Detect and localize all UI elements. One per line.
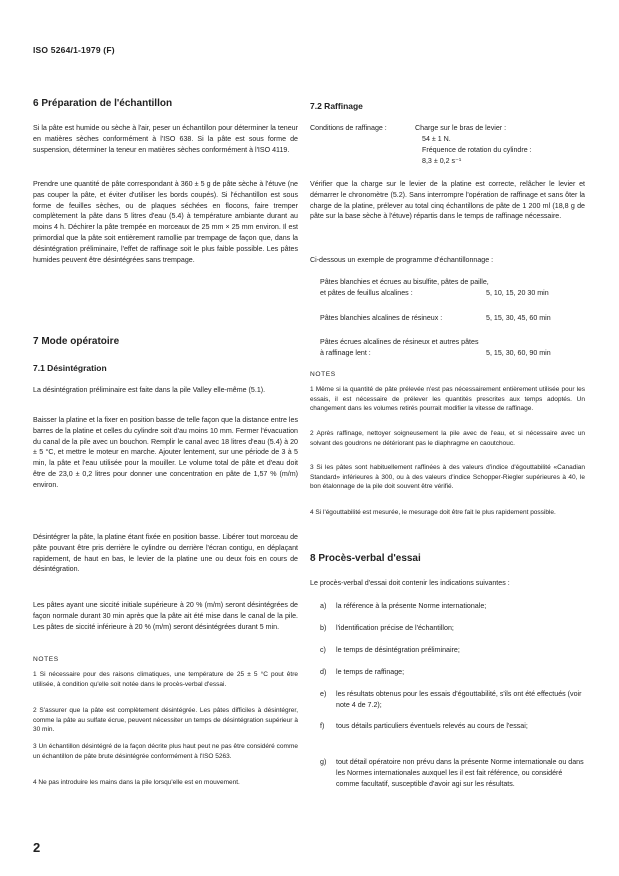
report-item-a xyxy=(310,601,585,612)
item-text: le temps de raffinage; xyxy=(336,668,405,676)
item-text: le temps de désintégration préliminaire; xyxy=(336,646,460,654)
section-7-1-paragraph-2: Baisser la platine et la fixer en position basse de telle façon que la distance entre les barres de la platine et celles du cylindre soit d'au moins 10 mm. Fermer l'évacuation du canal de la pile avec un bouchon. Remplir le canal avec 18 litres d'eau (5.4) à 20 ± 5 °C, et mettre le moteur en marche. Ajouter lentement, sur une période de 3 à 5 min, la pâte et l'eau utilisée pour la mouiller. Le volume total de pâte et d'eau doit être de 23,0 ± 0,2 litres pour donner une concentration en pâte de 1,57 % (m/m) environ. xyxy=(33,416,298,489)
program-row-3-times: 5, 15, 30, 60, 90 min xyxy=(486,349,551,357)
section-7-1-paragraph-3: Désintégrer la pâte, la platine étant fixée en position basse. Libérer tout morceau de pâte pouvant être pris derrière le cylindre ou derrière l'écran contigu, en déplaçant rapidement, de haut en bas, le levier de la platine une ou deux fois en cours de désintégration. xyxy=(33,533,298,574)
condition-rotation-value: 8,3 ± 0,2 s⁻¹ xyxy=(422,157,462,165)
report-item-c xyxy=(310,645,585,656)
notes-label: NOTES xyxy=(33,656,59,663)
item-text: tout détail opératoire non prévu dans la présente Norme internationale ou dans les Normes internationales auxquel les il est fait référence, ou considéré comme facultatif, susceptible d'avoir agi sur les résultats. xyxy=(336,758,584,788)
report-item-d xyxy=(310,667,585,678)
report-item-e xyxy=(310,689,585,711)
program-row-3-line-1: Pâtes écrues alcalines de résineux et autres pâtes xyxy=(320,338,479,346)
section-8-intro: Le procès-verbal d'essai doit contenir les indications suivantes : xyxy=(310,579,510,587)
item-text: la référence à la présente Norme internationale; xyxy=(336,602,487,610)
item-marker: e) xyxy=(320,690,327,698)
program-row-1-line-2: et pâtes de feuillus alcalines : xyxy=(320,289,413,297)
section-8-title: 8 Procès-verbal d'essai xyxy=(310,553,421,564)
page-header: ISO 5264/1-1979 (F) xyxy=(33,45,115,55)
program-row-3-line-2: à raffinage lent : xyxy=(320,349,371,357)
report-item-f xyxy=(310,721,585,743)
condition-load-value: 54 ± 1 N. xyxy=(422,135,451,143)
section-7-2-paragraph-1: Vérifier que la charge sur le levier de la platine est correcte, relâcher le levier et démarrer le chronomètre (5.2). Sans interrompre l'opération de raffinage et sans ôter la charge de la platine, prélever au total cinq échantillons de pâte de 1 200 ml (18,8 g de pâte sur la base sèche à l'étuve) répartis dans le temps de raffinage nécessaire. xyxy=(310,180,585,221)
sampling-program-row-1 xyxy=(310,277,585,299)
item-marker: b) xyxy=(320,624,327,632)
item-marker: a) xyxy=(320,602,327,610)
item-marker: c) xyxy=(320,646,326,654)
condition-rotation-label: Fréquence de rotation du cylindre : xyxy=(422,146,532,154)
program-row-1-line-1: Pâtes blanchies et écrues au bisulfite, pâtes de paille, xyxy=(320,278,489,286)
section-6-paragraph-2: Prendre une quantité de pâte correspondant à 360 ± 5 g de pâte sèche à l'étuve (ne pas couper la pâte, et éviter d'utiliser les bords coupés). Si l'échantillon est sous forme de feuilles sèches, ou de plaques séchées en flocons, faire tremper complètement la pâte dans 5 litres d'eau (5.4) à température ambiante durant au moins 4 h. Déchirer la pâte trempée en morceaux de 25 mm × 25 mm environ. Il est primordial que la pâte soit entièrement ramollie par trempage de façon que, dans la désintégration préliminaire, l'effet de raffinage soit le plus faible possible. Les pâtes humides peuvent être désintégrées sans trempage. xyxy=(33,180,298,264)
refining-conditions xyxy=(310,123,585,167)
report-item-g xyxy=(310,757,585,801)
section-6-paragraph-1: Si la pâte est humide ou sèche à l'air, peser un échantillon pour déterminer la teneur en matières sèches conformément à l'ISO 638. Si la pâte est sous forme de suspension, déterminer la teneur en matières sèches conformément à l'ISO 4119. xyxy=(33,124,298,154)
program-row-2-line-1: Pâtes blanchies alcalines de résineux : xyxy=(320,314,443,322)
section-7-1-title: 7.1 Désintégration xyxy=(33,363,107,373)
item-text: les résultats obtenus pour les essais d'égouttabilité, s'ils ont été effectués (voir note 4 de 7.2); xyxy=(336,690,582,709)
section-7-2-paragraph-2: Ci-dessous un exemple de programme d'échantillonnage : xyxy=(310,256,494,264)
item-marker: d) xyxy=(320,668,327,676)
condition-load-label: Charge sur le bras de levier : xyxy=(415,124,507,132)
sampling-program-row-2 xyxy=(310,313,585,324)
page-number: 2 xyxy=(33,840,41,855)
conditions-label: Conditions de raffinage : xyxy=(310,124,387,132)
note-1: 1 Si nécessaire pour des raisons climatiques, une température de 25 ± 5 °C pout être utilisée, à condition qu'elle soit notée dans le procès-verbal d'essai. xyxy=(33,671,298,688)
note-4: 4 Si l'égouttabilité est mesurée, le mesurage doit être fait le plus rapidement possible. xyxy=(310,509,556,516)
section-7-title: 7 Mode opératoire xyxy=(33,336,120,347)
item-marker: g) xyxy=(320,758,327,766)
note-2: 2 Après raffinage, nettoyer soigneusement la pile avec de l'eau, et si nécessaire avec un solvant des goudrons ne détériorant pas le diaphragme en caoutchouc. xyxy=(310,430,585,447)
note-4: 4 Ne pas introduire les mains dans la pile lorsqu'elle est en mouvement. xyxy=(33,779,240,786)
report-item-b xyxy=(310,623,585,634)
note-3: 3 Un échantillon désintégré de la façon décrite plus haut peut ne pas être considéré comme un échantillon de pâte brute désintégrée conformément à l'ISO 5263. xyxy=(33,743,298,760)
item-text: tous détails particuliers éventuels relevés au cours de l'essai; xyxy=(336,722,528,730)
note-2: 2 S'assurer que la pâte est complètement désintégrée. Les pâtes difficiles à désintégrer, comme la pâte au sulfate écrue, peuvent nécessiter un temps de désintégration supérieur à 30 min. xyxy=(33,707,298,734)
program-row-2-times: 5, 15, 30, 45, 60 min xyxy=(486,314,551,322)
section-7-1-paragraph-1: La désintégration préliminaire est faite dans la pile Valley elle-même (5.1). xyxy=(33,386,266,394)
item-marker: f) xyxy=(320,722,325,730)
note-3: 3 Si les pâtes sont habituellement raffinées à des valeurs d'indice d'égouttabilité «Canadian Standard» inférieures à 300, ou à des valeurs d'indice Schopper-Riegler supérieures à 40, le bon étalonnage de la pile doit souvent être vérifié. xyxy=(310,464,585,491)
section-6-title: 6 Préparation de l'échantillon xyxy=(33,98,173,109)
note-1: 1 Même si la quantité de pâte prélevée n'est pas nécessairement entièrement utilisée pour les essais, il est nécessaire de prélever les quantités prescrites aux temps adoptés. Un changement dans les volumes retirés pourrait modifier la vitesse de raffinage. xyxy=(310,386,585,413)
section-7-2-title: 7.2 Raffinage xyxy=(310,101,363,111)
item-text: l'identification précise de l'échantillon; xyxy=(336,624,454,632)
program-row-1-times: 5, 10, 15, 20 30 min xyxy=(486,289,549,297)
notes-label: NOTES xyxy=(310,371,336,378)
section-7-1-paragraph-4: Les pâtes ayant une siccité initiale supérieure à 20 % (m/m) seront désintégrées de façon normale durant 30 min après que la pâte ait été mise dans le canal de la pile. Les pâtes de siccité inférieure à 20 % (m/m) seront désintégrées durant 5 min. xyxy=(33,601,298,631)
sampling-program-row-3 xyxy=(310,337,585,359)
